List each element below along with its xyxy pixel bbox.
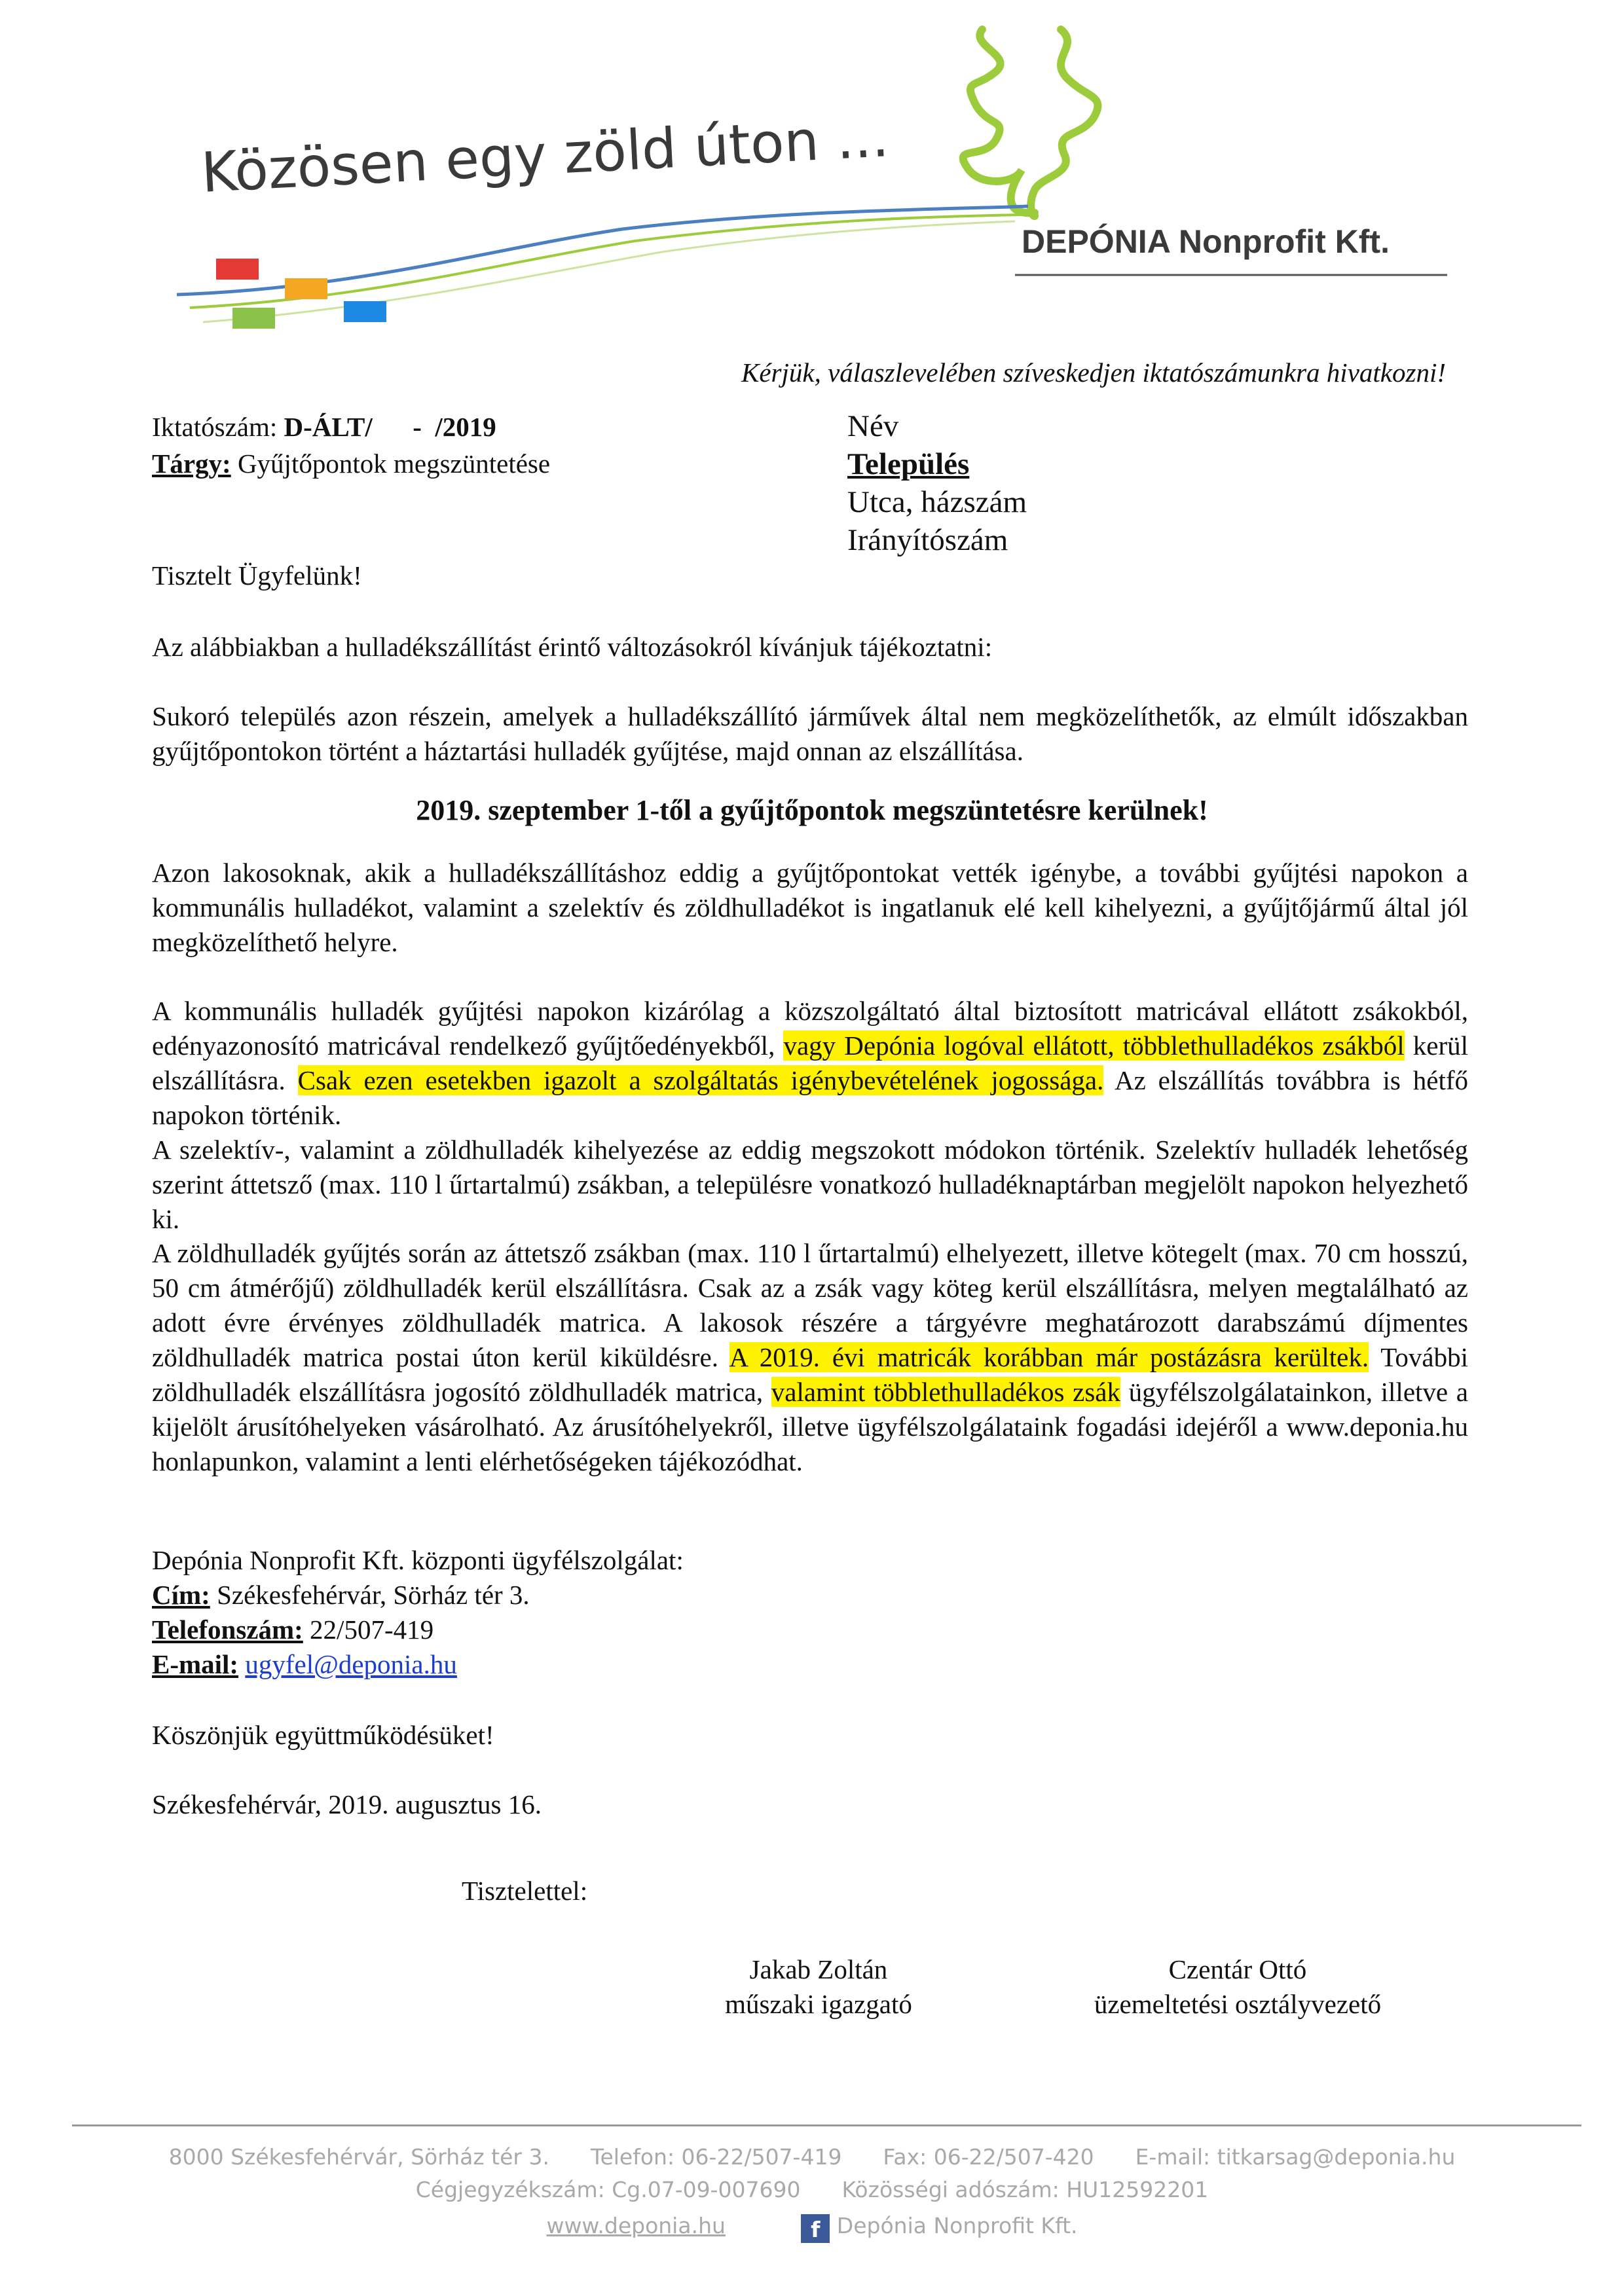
paragraph-3-highlight-1: vagy Depónia logóval ellátott, többlethulladékos zsákból — [783, 1030, 1405, 1061]
paragraph-5-text-a: A zöldhulladék gyűjtés során az áttetsző zsákban (max. 110 l űrtartalmú) elhelyezett, illetve kötegelt (max. 70 cm hosszú, 50 cm átmérőjű) zöldhulladék kerül elszállításra. Csak az a zsák vagy köteg kerül elszállításra, melyen megtalálható az adott évre érvényes zöldhulladék matrica. A lakosok részére a tárgyévre meghatározott darabszámú díjmentes zöldhulladék matrica postai úton kerül kiküldésre. — [152, 1238, 1468, 1372]
thanks: Köszönjük együttműködésüket! — [152, 1720, 494, 1750]
address-value: Székesfehérvár, Sörház tér 3. — [210, 1580, 530, 1610]
contact-block — [152, 1543, 684, 1682]
paragraph-2: Azon lakosoknak, akik a hulladékszállításhoz eddig a gyűjtőpontokat vették igénybe, a további gyűjtési napokon a kommunális hulladékot, valamint a szelektív és zöldhulladékot is ingatlanuk elé kell kihelyezni, a gyűjtőjármű által jól megközelíthető helyre. — [152, 858, 1468, 957]
footer-reg: Cégjegyzékszám: Cg.07-09-007690 — [415, 2177, 801, 2202]
facebook-icon: f — [801, 2214, 830, 2243]
footer-phone: Telefon: 06-22/507-419 — [590, 2144, 842, 2170]
subject-line — [152, 446, 550, 481]
email-label: E-mail: — [152, 1649, 239, 1679]
logo-slogan: Közösen egy zöld úton ... — [199, 105, 891, 205]
signer-1-name: Jakab Zoltán — [749, 1954, 888, 1984]
footer-web[interactable]: www.deponia.hu — [546, 2213, 726, 2238]
reference-number: D-ÁLT/ - /2019 — [284, 412, 496, 442]
recipient-name: Név — [847, 409, 899, 443]
reference-line — [152, 410, 496, 445]
paragraph-3-text-a: A kommunális hulladék gyűjtési napokon kizárólag a közszolgáltató által biztosított matricával ellátott zsákokból, edényazonosító matricával rendelkező gyűjtőedényekből, — [152, 996, 1468, 1061]
contact-title: Depónia Nonprofit Kft. központi ügyfélszolgálat: — [152, 1545, 684, 1575]
paragraph-3-text-c: Az elszállítás továbbra is hétfő napokon történik. — [152, 1065, 1468, 1130]
recipient-block — [847, 407, 1027, 559]
intro-paragraph: Az alábbiakban a hulladékszállítást érintő változásokról kívánjuk tájékoztatni: — [152, 632, 993, 662]
paragraph-5 — [152, 1236, 1468, 1479]
paragraph-5-text-c: ügyfélszolgálatainkon, illetve a kijelölt árusítóhelyeken vásárolható. Az árusítóhelyekről, illetve ügyfélszolgálataink fogadási idejéről a www.deponia.hu honlapunkon, valamint a lenti elérhetőségeken tájékozódhat. — [152, 1377, 1468, 1476]
recipient-street: Utca, házszám — [847, 485, 1027, 519]
paragraph-3-text-b: kerül elszállításra. — [152, 1030, 1468, 1095]
logo — [164, 20, 1473, 334]
signer-2-name: Czentár Ottó — [1168, 1954, 1307, 1984]
footer-facebook[interactable]: Depónia Nonprofit Kft. — [836, 2213, 1078, 2238]
footer-line-1 — [0, 2144, 1624, 2170]
subject-label: Tárgy: — [152, 448, 231, 479]
headline: 2019. szeptember 1-től a gyűjtőpontok megszüntetésre kerülnek! — [416, 794, 1208, 826]
paragraph-3-highlight-2: Csak ezen esetekben igazolt a szolgáltatás igénybevételének jogossága. — [297, 1065, 1104, 1095]
contact-phone — [152, 1613, 684, 1647]
tree-icon — [963, 29, 1098, 216]
footer-tax: Közösségi adószám: HU12592201 — [841, 2177, 1209, 2202]
footer-email: E-mail: titkarsag@deponia.hu — [1135, 2144, 1456, 2170]
paragraph-5-text-b: További zöldhulladék elszállításra jogosító zöldhulladék matrica, — [152, 1342, 1468, 1407]
recipient-settlement: Település — [847, 447, 970, 481]
place-date: Székesfehérvár, 2019. augusztus 16. — [152, 1789, 542, 1819]
subject-value: Gyűjtőpontok megszüntetése — [237, 448, 551, 479]
phone-value: 22/507-419 — [303, 1614, 434, 1645]
email-link[interactable]: ugyfel@deponia.hu — [245, 1649, 457, 1679]
footer-line-3 — [0, 2213, 1624, 2243]
paragraph-1: Sukoró település azon részein, amelyek a hulladékszállító járművek által nem megközelíthetők, az elmúlt időszakban gyűjtőpontokon történt a háztartási hulladék gyűjtése, majd onnan az elszállítása. — [152, 701, 1468, 766]
footer-line-2 — [0, 2177, 1624, 2202]
paragraph-5-highlight-2: valamint többlethulladékos zsák — [771, 1377, 1120, 1407]
signer-1-title: műszaki igazgató — [725, 1989, 912, 2019]
paragraph-5-highlight-1: A 2019. évi matricák korábban már postázásra kerültek. — [729, 1342, 1369, 1372]
reference-request: Kérjük, válaszlevelében szíveskedjen iktatószámunkra hivatkozni! — [741, 357, 1446, 388]
regards: Tisztelettel: — [462, 1876, 588, 1906]
signer-1 — [655, 1952, 982, 2022]
signer-2-title: üzemeltetési osztályvezető — [1094, 1989, 1382, 2019]
contact-email — [152, 1647, 684, 1682]
footer-address: 8000 Székesfehérvár, Sörház tér 3. — [168, 2144, 549, 2170]
contact-address — [152, 1578, 684, 1613]
paragraph-3 — [152, 994, 1468, 1133]
paragraph-4: A szelektív-, valamint a zöldhulladék kihelyezése az eddig megszokott módokon történik. Szelektív hulladék lehetőség szerint áttetsző (max. 110 l űrtartalmú) zsákban, a településre vonatkozó hulladéknaptárban megjelölt napokon helyezhető ki. — [152, 1135, 1468, 1234]
phone-label: Telefonszám: — [152, 1614, 303, 1645]
salutation: Tisztelt Ügyfelünk! — [152, 560, 362, 591]
footer-divider — [72, 2124, 1581, 2126]
address-label: Cím: — [152, 1580, 210, 1610]
recipient-zip: Irányítószám — [847, 523, 1008, 557]
company-name: DEPÓNIA Nonprofit Kft. — [1022, 223, 1390, 260]
reference-label: Iktatószám: — [152, 412, 278, 442]
footer-fax: Fax: 06-22/507-420 — [883, 2144, 1094, 2170]
signer-2 — [1035, 1952, 1441, 2022]
